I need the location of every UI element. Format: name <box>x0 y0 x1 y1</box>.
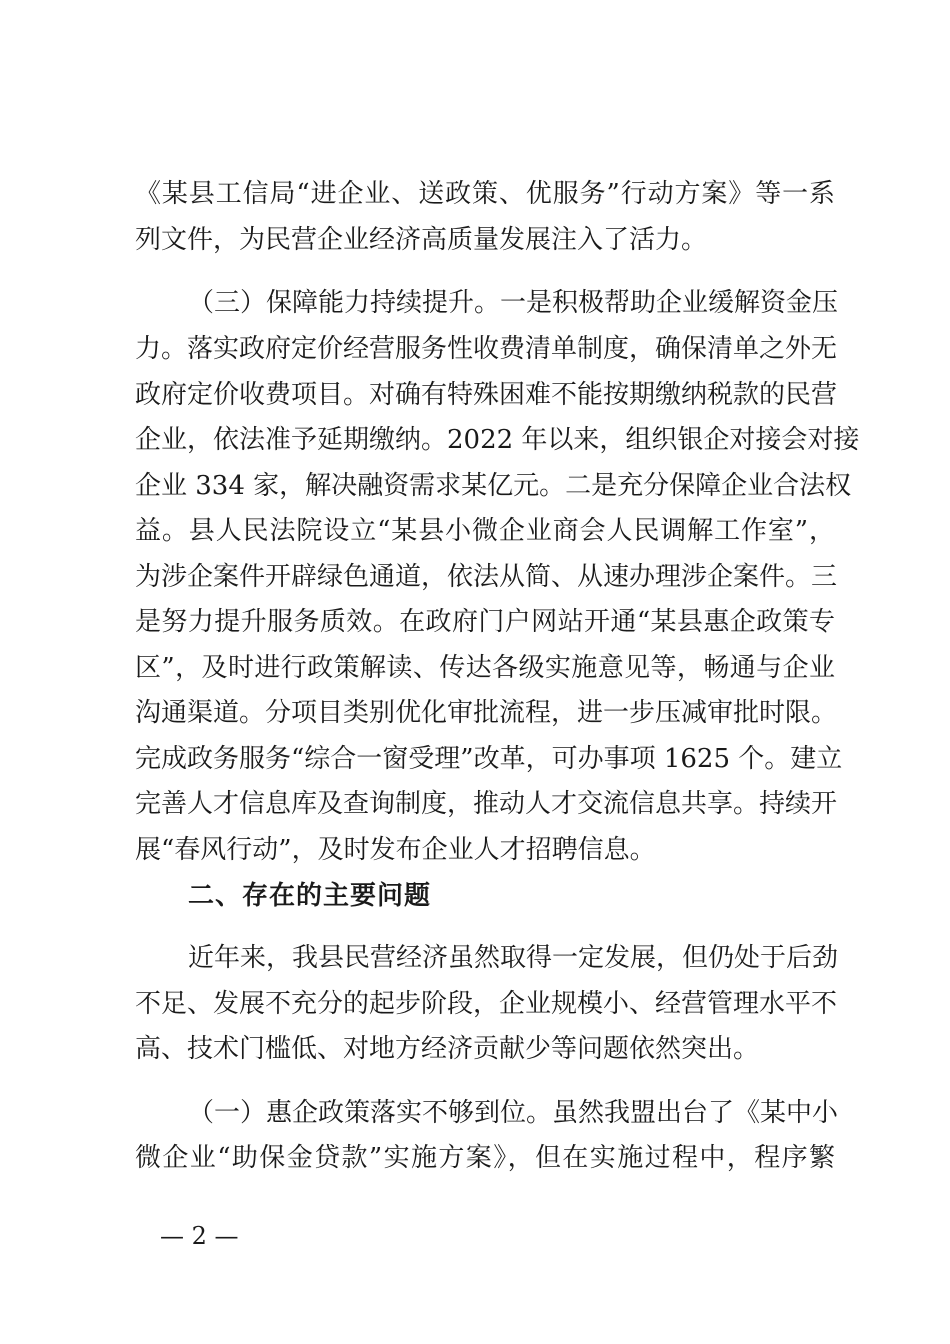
section-heading: 二、存在的主要问题 <box>188 881 432 911</box>
text-line: 《某县工信局“进企业、送政策、优服务”行动方案》等一系 <box>135 179 835 209</box>
paragraph-first-line: （一）惠企政策落实不够到位。虽然我盟出台了《某中小 <box>188 1098 839 1128</box>
text-line: 为涉企案件开辟绿色通道，依法从简、从速办理涉企案件。三 <box>135 562 838 592</box>
text-line: 完善人才信息库及查询制度，推动人才交流信息共享。持续开 <box>135 789 838 819</box>
text-line: 益。县人民法院设立“某县小微企业商会人民调解工作室”， <box>135 516 835 546</box>
text-line: 列文件，为民营企业经济高质量发展注入了活力。 <box>135 225 708 255</box>
page-number: — 2 — <box>160 1222 239 1250</box>
text-line: 完成政务服务“综合一窗受理”改革，可办事项 1625 个。建立 <box>135 744 843 774</box>
text-line: 企业 334 家，解决融资需求某亿元。二是充分保障企业合法权 <box>135 471 852 501</box>
text-line: 不足、发展不充分的起步阶段，企业规模小、经营管理水平不 <box>135 989 838 1019</box>
text-line: 是努力提升服务质效。在政府门户网站开通“某县惠企政策专 <box>135 607 835 637</box>
text-line: 高、技术门槛低、对地方经济贡献少等问题依然突出。 <box>135 1034 760 1064</box>
paragraph-first-line: （三）保障能力持续提升。一是积极帮助企业缓解资金压 <box>188 288 839 318</box>
text-line: 区”，及时进行政策解读、传达各级实施意见等，畅通与企业 <box>135 653 835 683</box>
text-line: 企业，依法准予延期缴纳。2022 年以来，组织银企对接会对接 <box>135 425 860 455</box>
paragraph-first-line: 近年来，我县民营经济虽然取得一定发展，但仍处于后劲 <box>188 943 839 973</box>
text-line: 微企业“助保金贷款”实施方案》，但在实施过程中，程序繁 <box>135 1143 835 1173</box>
text-line: 力。落实政府定价经营服务性收费清单制度，确保清单之外无 <box>135 334 838 364</box>
text-line: 政府定价收费项目。对确有特殊困难不能按期缴纳税款的民营 <box>135 380 838 410</box>
text-line: 展“春风行动”，及时发布企业人才招聘信息。 <box>135 835 656 865</box>
text-line: 沟通渠道。分项目类别优化审批流程，进一步压减审批时限。 <box>135 698 838 728</box>
